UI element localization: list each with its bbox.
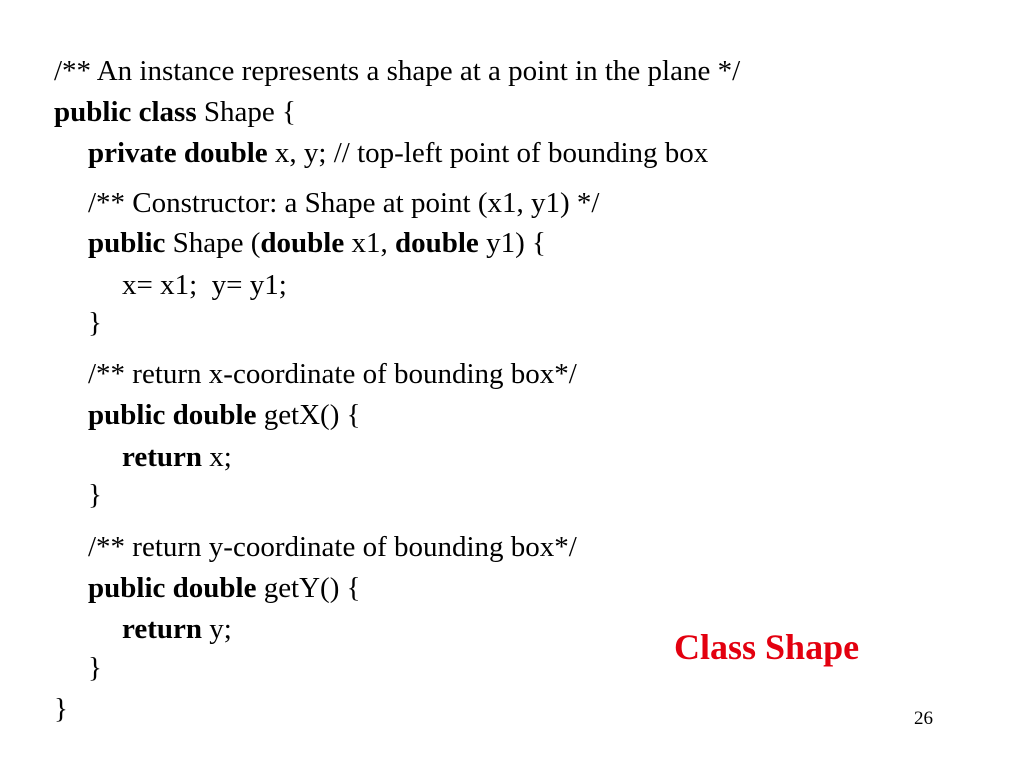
code-keyword: double (394, 227, 479, 259)
code-text: x= x1; y= y1; (122, 269, 287, 301)
code-line (88, 357, 577, 391)
code-keyword: return (122, 441, 203, 473)
code-line (54, 692, 68, 726)
code-line (88, 306, 102, 340)
code-text: } (88, 652, 102, 684)
code-text: /** An instance represents a shape at a point in the plane */ (54, 55, 741, 87)
code-keyword: public class (54, 96, 197, 128)
code-keyword: public double (88, 572, 257, 604)
code-text: /** return y-coordinate of bounding box*/ (88, 531, 577, 563)
code-line (122, 440, 232, 474)
code-text: x, y; // top-left point of bounding box (267, 137, 709, 169)
code-text: } (88, 479, 102, 511)
code-text: } (88, 307, 102, 339)
code-line (54, 54, 740, 88)
code-line (88, 136, 708, 170)
code-keyword: return (122, 613, 203, 645)
code-line (88, 186, 599, 220)
code-text: y; (202, 613, 232, 645)
code-text: /** return x-coordinate of bounding box*/ (88, 358, 577, 390)
code-line (88, 226, 546, 260)
code-line (88, 478, 102, 512)
code-text: x; (202, 441, 232, 473)
code-text: Shape { (196, 96, 296, 128)
code-keyword: public (88, 227, 166, 259)
code-text: y1) { (478, 227, 546, 259)
code-line (54, 95, 296, 129)
code-keyword: double (260, 227, 345, 259)
code-line (88, 398, 361, 432)
code-keyword: private double (88, 137, 268, 169)
code-text: /** Constructor: a Shape at point (x1, y1) */ (88, 187, 600, 219)
code-line (88, 571, 361, 605)
code-text: Shape ( (165, 227, 261, 259)
code-text: getX() { (256, 399, 361, 431)
code-line (88, 530, 577, 564)
code-line (122, 268, 287, 302)
code-keyword: public double (88, 399, 257, 431)
page-number: 26 (914, 708, 933, 729)
code-text: } (54, 693, 68, 725)
code-line (88, 651, 102, 685)
code-line (122, 612, 232, 646)
slide-caption: Class Shape (674, 627, 860, 667)
code-text: getY() { (256, 572, 361, 604)
code-text: x1, (344, 227, 395, 259)
